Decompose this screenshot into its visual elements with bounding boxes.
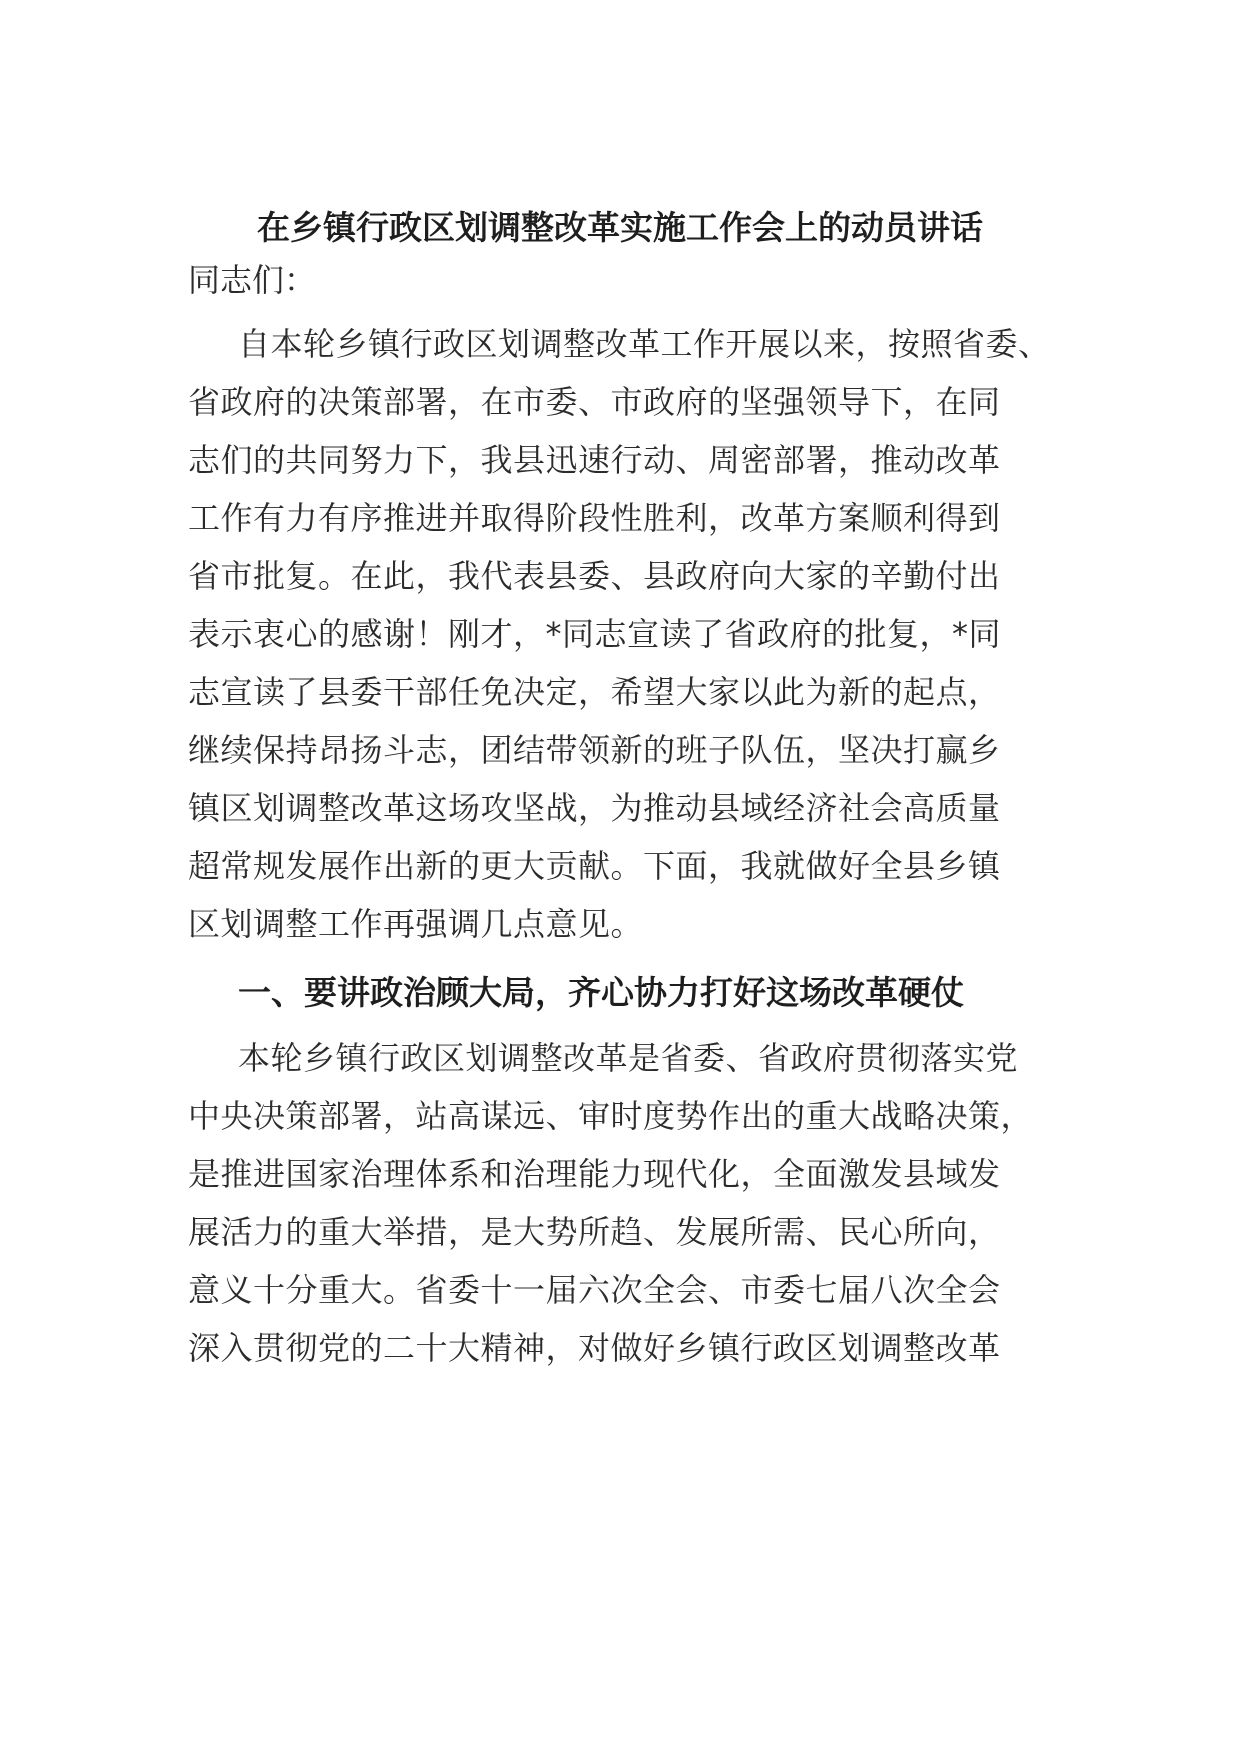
paragraph-line: 工作有力有序推进并取得阶段性胜利，改革方案顺利得到	[188, 499, 1001, 537]
salutation: 同志们：	[188, 261, 317, 299]
paragraph-line: 区划调整工作再强调几点意见。	[188, 905, 644, 943]
paragraph-line: 自本轮乡镇行政区划调整改革工作开展以来，按照省委、	[238, 325, 1051, 363]
paragraph-line: 志们的共同努力下，我县迅速行动、周密部署，推动改革	[188, 441, 1001, 479]
paragraph-line: 超常规发展作出新的更大贡献。下面，我就做好全县乡镇	[188, 847, 1001, 885]
paragraph-line: 志宣读了县委干部任免决定，希望大家以此为新的起点，	[188, 673, 1001, 711]
paragraph-line: 继续保持昂扬斗志，团结带领新的班子队伍，坚决打赢乡	[188, 731, 1001, 769]
paragraph-line: 省市批复。在此，我代表县委、县政府向大家的辛勤付出	[188, 557, 1001, 595]
paragraph-line: 是推进国家治理体系和治理能力现代化，全面激发县域发	[188, 1155, 1001, 1193]
document-title: 在乡镇行政区划调整改革实施工作会上的动员讲话	[257, 208, 983, 247]
paragraph-line: 本轮乡镇行政区划调整改革是省委、省政府贯彻落实党	[238, 1039, 1019, 1077]
section-heading-1: 一、要讲政治顾大局，齐心协力打好这场改革硬仗	[238, 973, 964, 1012]
paragraph-line: 展活力的重大举措，是大势所趋、发展所需、民心所向，	[188, 1213, 1001, 1251]
paragraph-line: 省政府的决策部署，在市委、市政府的坚强领导下，在同	[188, 383, 1001, 421]
paragraph-line: 镇区划调整改革这场攻坚战，为推动县域经济社会高质量	[188, 789, 1001, 827]
paragraph-line: 中央决策部署，站高谋远、审时度势作出的重大战略决策，	[188, 1097, 1034, 1135]
paragraph-line: 表示衷心的感谢！刚才，*同志宣读了省政府的批复，*同	[188, 615, 1002, 653]
paragraph-line: 意义十分重大。省委十一届六次全会、市委七届八次全会	[188, 1271, 1001, 1309]
paragraph-line: 深入贯彻党的二十大精神，对做好乡镇行政区划调整改革	[188, 1329, 1001, 1367]
